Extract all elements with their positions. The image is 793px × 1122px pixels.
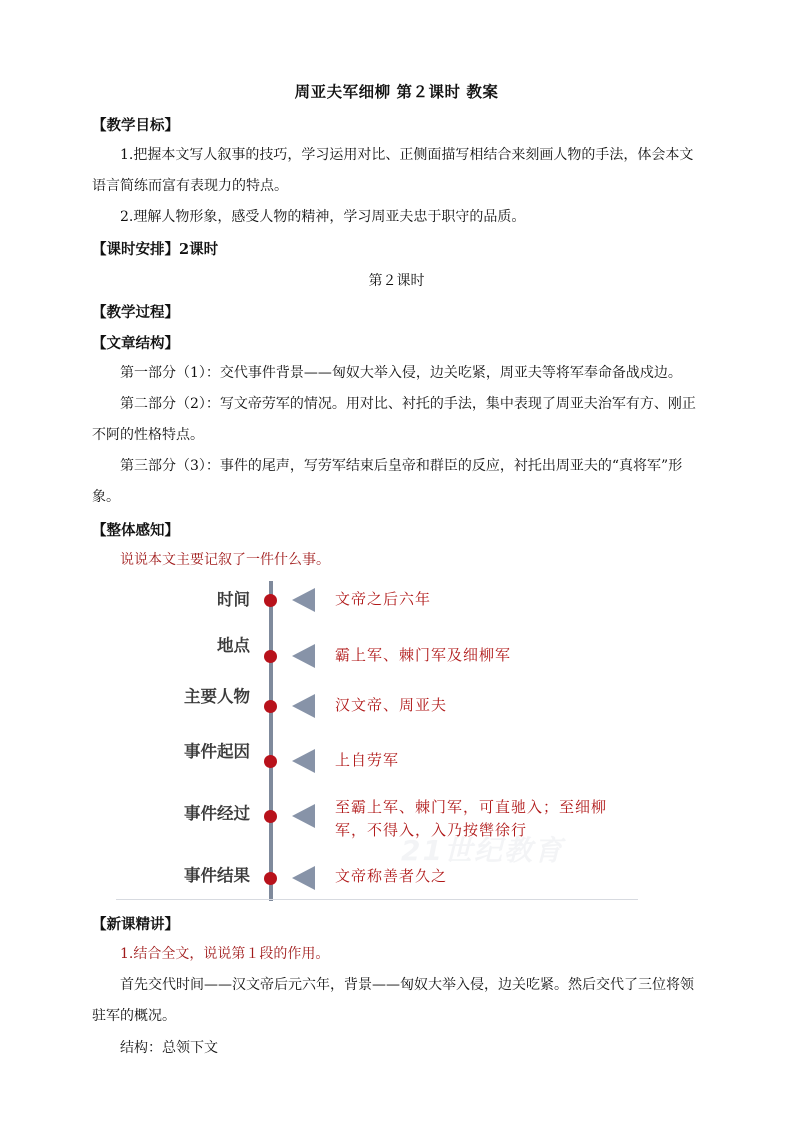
timeline-value: 文帝称善者久之 <box>335 867 448 885</box>
timeline-value: 至霸上军、棘门军，可直驰入；至细柳军，不得入，入乃按辔徐行 <box>335 798 608 839</box>
timeline-dot-icon <box>264 700 277 713</box>
pointer-triangle-icon <box>292 804 315 828</box>
pointer-triangle-icon <box>292 694 315 718</box>
timeline-row-process <box>116 798 638 838</box>
schedule-heading: 【课时安排】2课时 <box>92 241 219 258</box>
timeline-value: 汉文帝、周亚夫 <box>335 696 448 714</box>
timeline-row-people <box>116 686 638 726</box>
watermark-text: 21世纪教育 <box>401 834 564 867</box>
timeline-dot-icon <box>264 810 277 823</box>
pointer-triangle-icon <box>292 749 315 773</box>
timeline-row-place <box>116 636 638 676</box>
question-1: 1.结合全文，说说第１段的作用。 <box>120 946 330 962</box>
timeline-dot-icon <box>264 755 277 768</box>
timeline-value: 文帝之后六年 <box>335 590 432 608</box>
timeline-label: 事件结果 <box>184 866 250 885</box>
pointer-triangle-icon <box>292 644 315 668</box>
goal-1: 1.把握本文写人叙事的技巧，学习运用对比、正侧面描写相结合来刻画人物的手法，体会本文语言简练而富有表现力的特点。 <box>92 147 694 194</box>
goal-2: 2.理解人物形象，感受人物的精神，学习周亚夫忠于职守的品质。 <box>120 209 526 225</box>
timeline-label: 事件经过 <box>184 804 250 823</box>
timeline-label: 主要人物 <box>184 687 250 706</box>
timeline-value: 霸上军、棘门军及细柳军 <box>335 646 512 664</box>
structure-part-3: 第三部分（3）：事件的尾声，写劳军结束后皇帝和群臣的反应，衬托出周亚夫的“真将军”形象。 <box>92 458 683 505</box>
timeline-label: 事件起因 <box>184 742 250 761</box>
timeline-row-cause <box>116 741 638 781</box>
new-lesson-heading: 【新课精讲】 <box>92 916 179 933</box>
structure-note: 结构：总领下文 <box>120 1040 218 1056</box>
structure-heading: 【文章结构】 <box>92 335 179 352</box>
answer-1: 首先交代时间——汉文帝后元六年，背景——匈奴大举入侵，边关吃紧。然后交代了三位将领驻军的概况。 <box>92 977 694 1024</box>
goals-heading: 【教学目标】 <box>92 117 179 134</box>
structure-part-1: 第一部分（1）：交代事件背景——匈奴大举入侵，边关吃紧，周亚夫等将军奉命备战戍边。 <box>120 365 682 381</box>
timeline-dot-icon <box>264 872 277 885</box>
process-heading: 【教学过程】 <box>92 304 179 321</box>
structure-part-2: 第二部分（2）：写文帝劳军的情况。用对比、衬托的手法，集中表现了周亚夫治军有方、刚正不阿的性格特点。 <box>92 396 696 443</box>
timeline-dot-icon <box>264 594 277 607</box>
lesson-label: 第２课时 <box>368 273 425 289</box>
timeline-row-time <box>116 580 638 620</box>
event-timeline-diagram <box>116 575 638 902</box>
timeline-value: 上自劳军 <box>335 751 400 769</box>
timeline-dot-icon <box>264 650 277 663</box>
overview-prompt: 说说本文主要记叙了一件什么事。 <box>120 552 330 568</box>
pointer-triangle-icon <box>292 588 315 612</box>
timeline-row-result <box>116 860 638 900</box>
pointer-triangle-icon <box>292 866 315 890</box>
timeline-label: 时间 <box>217 590 250 609</box>
document-title: 周亚夫军细柳 第２课时 教案 <box>294 82 499 101</box>
overview-heading: 【整体感知】 <box>92 522 179 539</box>
timeline-label: 地点 <box>217 636 250 655</box>
